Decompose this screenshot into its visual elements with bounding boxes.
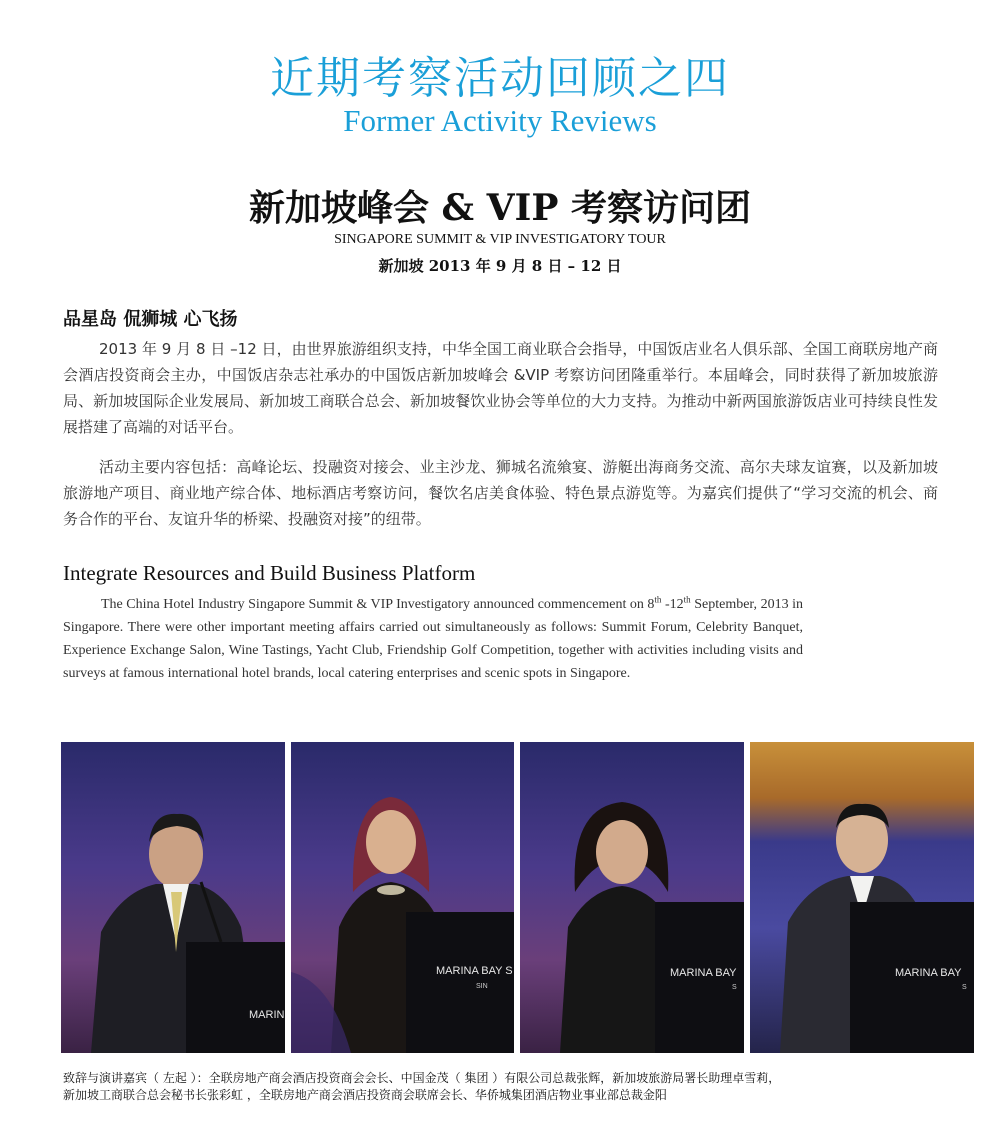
section-cn-heading: 品星岛 侃狮城 心飞扬 bbox=[63, 309, 238, 330]
speaker-photo-3 bbox=[520, 742, 744, 1053]
photo-3-podium-sub: S bbox=[732, 984, 737, 991]
en-text-part2: -12 bbox=[661, 597, 684, 612]
section-cn-paragraph-2: 活动主要内容包括：高峰论坛、投融资对接会、业主沙龙、狮城名流飨宴、游艇出海商务交流、高尔夫球友谊赛，以及新加坡旅游地产项目、商业地产综合体、地标酒店考察访问，餐饮名店美食体验、特色景点游览等。为嘉宾们提供了“学习交流的机会、商务合作的平台、友谊升华的桥梁、投融资对接”的纽带。 bbox=[63, 458, 938, 528]
en-text-part1: The China Hotel Industry Singapore Summit & VIP Investigatory announced commencement on 8 bbox=[101, 597, 655, 612]
page-header-en: Former Activity Reviews bbox=[343, 103, 657, 138]
article-date: 新加坡 2013 年 9 月 8 日 – 12 日 bbox=[378, 257, 622, 275]
photo-caption bbox=[63, 1070, 963, 1104]
section-en-heading: Integrate Resources and Build Business Platform bbox=[63, 561, 476, 585]
article-title-en: SINGAPORE SUMMIT & VIP INVESTIGATORY TOUR bbox=[334, 232, 666, 247]
speaker-photo-2 bbox=[291, 742, 514, 1053]
speaker-photo-4-illustration bbox=[750, 742, 974, 1053]
photo-1-podium-text: MARIN bbox=[249, 1009, 285, 1021]
section-cn-paragraph-1: 2013 年 9 月 8 日 –12 日，由世界旅游组织支持，中华全国工商业联合会指导，中国饭店业名人俱乐部、全国工商联房地产商会酒店投资商会主办，中国饭店杂志社承办的中国饭店新加坡峰会 &VIP 考察访问团隆重举行。本届峰会，同时获得了新加坡旅游局、新加坡国际企业发展局、新加坡工商联合总会、新加坡餐饮业协会等单位的大力支持。为推动中新两国旅游饭店业可持续良性发展搭建了高端的对话平台。 bbox=[63, 340, 938, 436]
speaker-photo-3-illustration bbox=[520, 742, 744, 1053]
article-title-cn: 新加坡峰会 & VIP 考察访问团 bbox=[249, 187, 751, 229]
speaker-photo-4 bbox=[750, 742, 974, 1053]
photo-4-podium-sub: S bbox=[962, 984, 967, 991]
photo-2-podium-text: MARINA BAY S bbox=[436, 965, 513, 977]
page-header-cn: 近期考察活动回顾之四 bbox=[270, 53, 730, 104]
speaker-photo-1-illustration bbox=[61, 742, 285, 1053]
en-sup1: th bbox=[654, 594, 662, 605]
speaker-photo-2-illustration bbox=[291, 742, 514, 1053]
en-text-part3: September, 2013 in Singapore. There were other important meeting affairs carried out simultaneously as follows: Summit Forum, Celebrity Banquet, Experience Exchange Salon, Wine Tastings, Yacht Club, Friendship Golf Competition, together with activities including visits and surveys at famous international hotel brands, local catering enterprises and scenic spots in Singapore. bbox=[63, 597, 803, 681]
photo-3-podium-text: MARINA BAY bbox=[670, 967, 737, 979]
caption-line-2: 新加坡工商联合总会秘书长张彩虹 ，全联房地产商会酒店投资商会联席会长、华侨城集团酒店物业事业部总裁金阳 bbox=[63, 1088, 667, 1102]
photo-2-podium-sub: SIN bbox=[476, 983, 488, 990]
section-en-paragraph bbox=[63, 593, 803, 685]
caption-line-1: 致辞与演讲嘉宾（ 左起 ）：全联房地产商会酒店投资商会会长、中国金茂（ 集团 ）有限公司总裁张辉，新加坡旅游局署长助理卓雪莉， bbox=[63, 1071, 781, 1085]
speaker-photo-1 bbox=[61, 742, 285, 1053]
photo-4-podium-text: MARINA BAY bbox=[895, 967, 962, 979]
en-sup2: th bbox=[683, 594, 691, 605]
photo-strip bbox=[61, 742, 974, 1053]
